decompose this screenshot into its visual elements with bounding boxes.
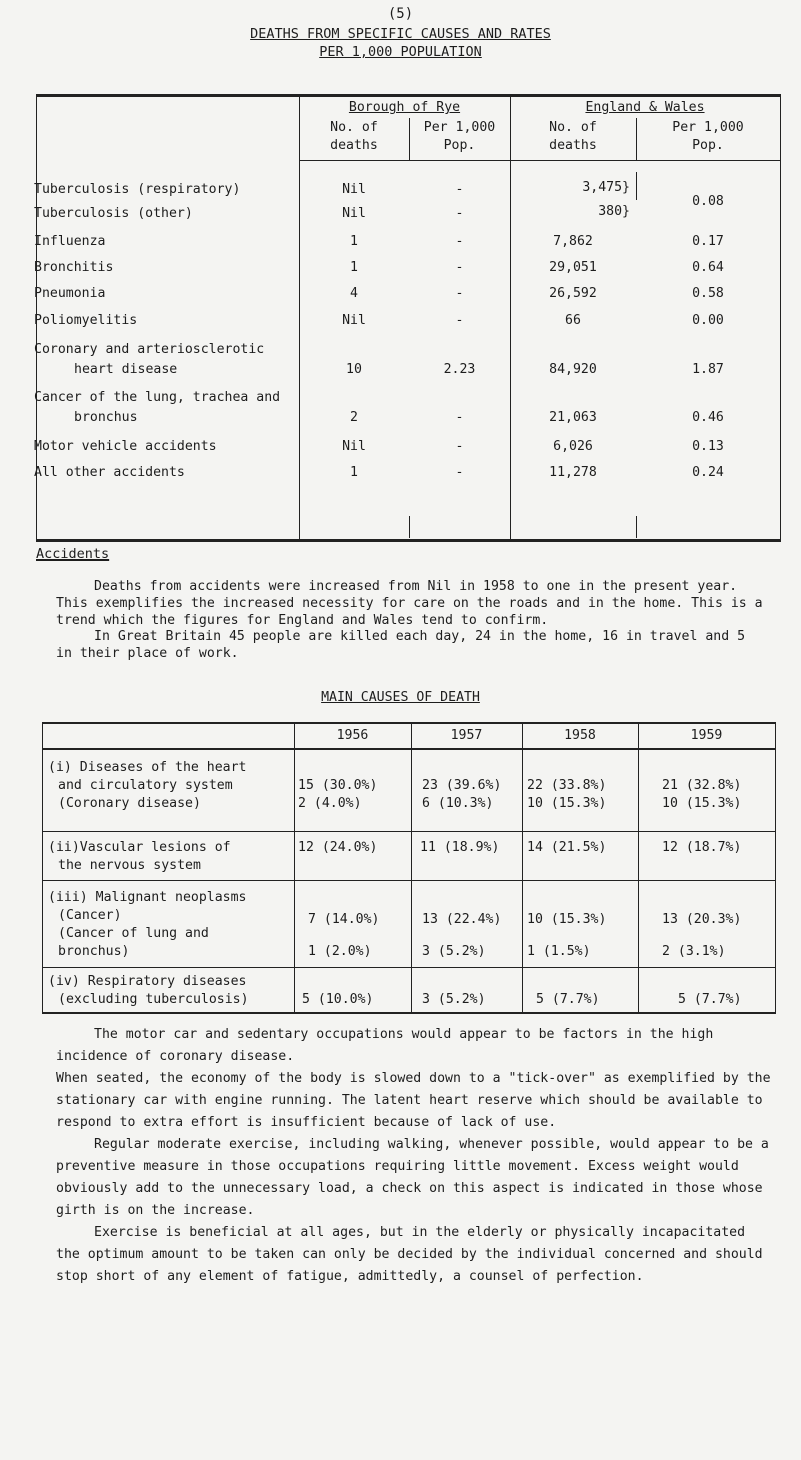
row-label: (iv) Respiratory diseases bbox=[48, 974, 247, 989]
table-cell: 5 (7.7%) bbox=[678, 992, 742, 1007]
table-cell: 2 (3.1%) bbox=[662, 944, 726, 959]
cause-label: Coronary and arteriosclerotic bbox=[34, 342, 265, 357]
group-header-ew: England & Wales bbox=[585, 100, 705, 115]
rye-deaths: Nil bbox=[342, 206, 366, 221]
rye-deaths: Nil bbox=[342, 182, 366, 197]
table-header-rule bbox=[299, 160, 780, 161]
rye-rate: - bbox=[455, 465, 464, 480]
table-divider bbox=[522, 722, 523, 1014]
ew-rate: 0.46 bbox=[692, 410, 724, 425]
table-cell: 14 (21.5%) bbox=[527, 840, 607, 855]
year-header: 1957 bbox=[450, 728, 483, 743]
table-top-border bbox=[36, 94, 781, 97]
table-divider bbox=[638, 722, 639, 1014]
table-cell: 11 (18.9%) bbox=[420, 840, 500, 855]
rye-rate: - bbox=[455, 286, 464, 301]
rye-rate: - bbox=[455, 206, 464, 221]
rye-deaths: 4 bbox=[350, 286, 358, 301]
table-cell: 1 (2.0%) bbox=[308, 944, 372, 959]
table-cell: 13 (22.4%) bbox=[422, 912, 502, 927]
rye-rate: - bbox=[455, 234, 464, 249]
rye-rate: - bbox=[455, 439, 464, 454]
table-cell: 3 (5.2%) bbox=[422, 944, 486, 959]
col-header: Per 1,000 bbox=[423, 120, 496, 135]
body-paragraph: Regular moderate exercise, including walking, whenever possible, would appear to be a preventive measure in those occupations requiring little movement. Excess weight would obviously add to the unnecessary load, a check on this aspect is indicated in those whose girth is on the increase. bbox=[56, 1137, 769, 1218]
ew-rate: 0.17 bbox=[692, 234, 724, 249]
row-label: (Coronary disease) bbox=[58, 796, 201, 811]
body-text bbox=[56, 1024, 776, 1288]
rye-deaths: 1 bbox=[350, 465, 358, 480]
table-cell: 10 (15.3%) bbox=[527, 912, 607, 927]
table-left-border bbox=[42, 722, 43, 1014]
group-header-rye: Borough of Rye bbox=[348, 100, 461, 115]
page-title-line1: DEATHS FROM SPECIFIC CAUSES AND RATES bbox=[250, 26, 551, 42]
year-header: 1958 bbox=[564, 728, 596, 743]
table-top-border bbox=[42, 722, 776, 724]
table-cell: 6 (10.3%) bbox=[422, 796, 494, 811]
cause-label: Pneumonia bbox=[34, 286, 106, 301]
cause-label: Bronchitis bbox=[34, 260, 114, 275]
table-row-rule bbox=[42, 831, 776, 832]
rye-deaths: 1 bbox=[350, 234, 358, 249]
paragraph bbox=[56, 578, 766, 629]
table-bottom-border bbox=[42, 1012, 776, 1014]
rye-rate: - bbox=[455, 260, 464, 275]
ew-deaths: 84,920 bbox=[549, 362, 597, 377]
cause-label: Tuberculosis (respiratory) bbox=[34, 182, 241, 197]
rye-rate: - bbox=[455, 182, 464, 197]
row-label: bronchus) bbox=[58, 944, 130, 959]
col-header: No. of bbox=[330, 120, 378, 135]
row-label: (excluding tuberculosis) bbox=[58, 992, 249, 1007]
table-row-rule bbox=[42, 880, 776, 881]
table-cell: 13 (20.3%) bbox=[662, 912, 742, 927]
section-heading-main-causes: MAIN CAUSES OF DEATH bbox=[321, 690, 480, 705]
cause-label-cont: heart disease bbox=[74, 362, 178, 377]
col-header: No. of bbox=[549, 120, 597, 135]
table-cell: 22 (33.8%) bbox=[527, 778, 607, 793]
ew-deaths: 29,051 bbox=[549, 260, 597, 275]
table-cell: 7 (14.0%) bbox=[308, 912, 380, 927]
ew-deaths: 66 bbox=[565, 313, 581, 328]
row-label: (ii)Vascular lesions of bbox=[48, 840, 231, 855]
main-causes-table bbox=[42, 722, 776, 1014]
col-header: Pop. bbox=[443, 138, 476, 153]
rye-deaths: 10 bbox=[346, 362, 362, 377]
accidents-paragraph: Deaths from accidents were increased from Nil in 1958 to one in the present year. This exemplifies the increased necessity for care on the roads and in the home. This is a trend which the figures for England and Wales tend to confirm. bbox=[56, 579, 763, 628]
rye-rate: - bbox=[455, 410, 464, 425]
col-header: deaths bbox=[549, 138, 597, 153]
row-label: the nervous system bbox=[58, 858, 201, 873]
table-cell: 10 (15.3%) bbox=[527, 796, 607, 811]
table-divider bbox=[411, 722, 412, 1014]
body-paragraph: Exercise is beneficial at all ages, but in the elderly or physically incapacitated the optimum amount to be taken can only be decided by the individual concerned and should stop short of any element of fatigue, admittedly, a counsel of perfection. bbox=[56, 1225, 763, 1284]
col-header: deaths bbox=[330, 138, 378, 153]
col-header: Pop. bbox=[692, 138, 724, 153]
table-cell: 23 (39.6%) bbox=[422, 778, 502, 793]
ew-rate: 0.00 bbox=[692, 313, 724, 328]
body-paragraph: When seated, the economy of the body is slowed down to a "tick-over" as exemplified by the stationary car with engine running. The latent heart reserve which should be available to respond to extra effort is insufficient because of lack of use. bbox=[56, 1071, 771, 1130]
cause-label-cont: bronchus bbox=[74, 410, 138, 425]
row-label: and circulatory system bbox=[58, 778, 233, 793]
rye-rate: 2.23 bbox=[443, 362, 476, 377]
table-cell: 2 (4.0%) bbox=[298, 796, 362, 811]
table-cell: 1 (1.5%) bbox=[527, 944, 591, 959]
ew-deaths: 6,026 bbox=[553, 439, 593, 454]
year-header: 1956 bbox=[336, 728, 369, 743]
cause-label: All other accidents bbox=[34, 465, 185, 480]
cause-label: Influenza bbox=[34, 234, 106, 249]
ew-deaths: 26,592 bbox=[549, 286, 597, 301]
table-cell: 12 (24.0%) bbox=[298, 840, 378, 855]
ew-deaths: 380} bbox=[598, 204, 630, 219]
col-header: Per 1,000 bbox=[672, 120, 744, 135]
body-paragraph: The motor car and sedentary occupations would appear to be factors in the high incidence of coronary disease. bbox=[56, 1027, 714, 1064]
rye-deaths: 2 bbox=[350, 410, 358, 425]
paragraph bbox=[56, 628, 766, 662]
ew-rate: 0.64 bbox=[692, 260, 724, 275]
page-number: (5) bbox=[387, 6, 414, 22]
table-right-border bbox=[775, 722, 776, 1014]
table-row-rule bbox=[42, 967, 776, 968]
cause-label: Cancer of the lung, trachea and bbox=[34, 390, 281, 405]
accidents-paragraph: In Great Britain 45 people are killed each day, 24 in the home, 16 in travel and 5 in their place of work. bbox=[56, 629, 746, 661]
ew-rate: 1.87 bbox=[692, 362, 724, 377]
row-label: (Cancer of lung and bbox=[58, 926, 209, 941]
ew-deaths: 11,278 bbox=[549, 465, 597, 480]
cause-label: Poliomyelitis bbox=[34, 313, 138, 328]
table-divider bbox=[294, 722, 295, 1014]
table-cell: 10 (15.3%) bbox=[662, 796, 742, 811]
ew-deaths: 3,475} bbox=[582, 180, 630, 195]
row-label: (iii) Malignant neoplasms bbox=[48, 890, 247, 905]
table-header-rule bbox=[42, 748, 776, 750]
table-cell: 15 (30.0%) bbox=[298, 778, 378, 793]
rye-deaths: 1 bbox=[350, 260, 358, 275]
ew-rate: 0.08 bbox=[692, 194, 724, 209]
ew-rate: 0.13 bbox=[692, 439, 724, 454]
table-bottom-border bbox=[36, 539, 781, 542]
rye-deaths: Nil bbox=[342, 313, 366, 328]
ew-rate: 0.58 bbox=[692, 286, 724, 301]
rye-deaths: Nil bbox=[342, 439, 366, 454]
year-header: 1959 bbox=[690, 728, 723, 743]
table-cell: 12 (18.7%) bbox=[662, 840, 742, 855]
table-cell: 21 (32.8%) bbox=[662, 778, 742, 793]
table-right-border bbox=[780, 94, 781, 542]
deaths-table bbox=[36, 94, 781, 542]
ew-rate: 0.24 bbox=[692, 465, 724, 480]
row-label: (i) Diseases of the heart bbox=[48, 760, 247, 775]
table-divider bbox=[409, 516, 410, 538]
cause-label: Tuberculosis (other) bbox=[34, 206, 193, 221]
table-divider bbox=[636, 516, 637, 538]
ew-deaths: 21,063 bbox=[549, 410, 597, 425]
page-title-line2: PER 1,000 POPULATION bbox=[319, 44, 482, 60]
ew-deaths: 7,862 bbox=[553, 234, 593, 249]
rye-rate: - bbox=[455, 313, 464, 328]
table-cell: 5 (7.7%) bbox=[536, 992, 600, 1007]
table-cell: 3 (5.2%) bbox=[422, 992, 486, 1007]
cause-label: Motor vehicle accidents bbox=[34, 439, 217, 454]
row-label: (Cancer) bbox=[58, 908, 122, 923]
section-heading-accidents: Accidents bbox=[36, 546, 110, 562]
table-cell: 5 (10.0%) bbox=[302, 992, 374, 1007]
